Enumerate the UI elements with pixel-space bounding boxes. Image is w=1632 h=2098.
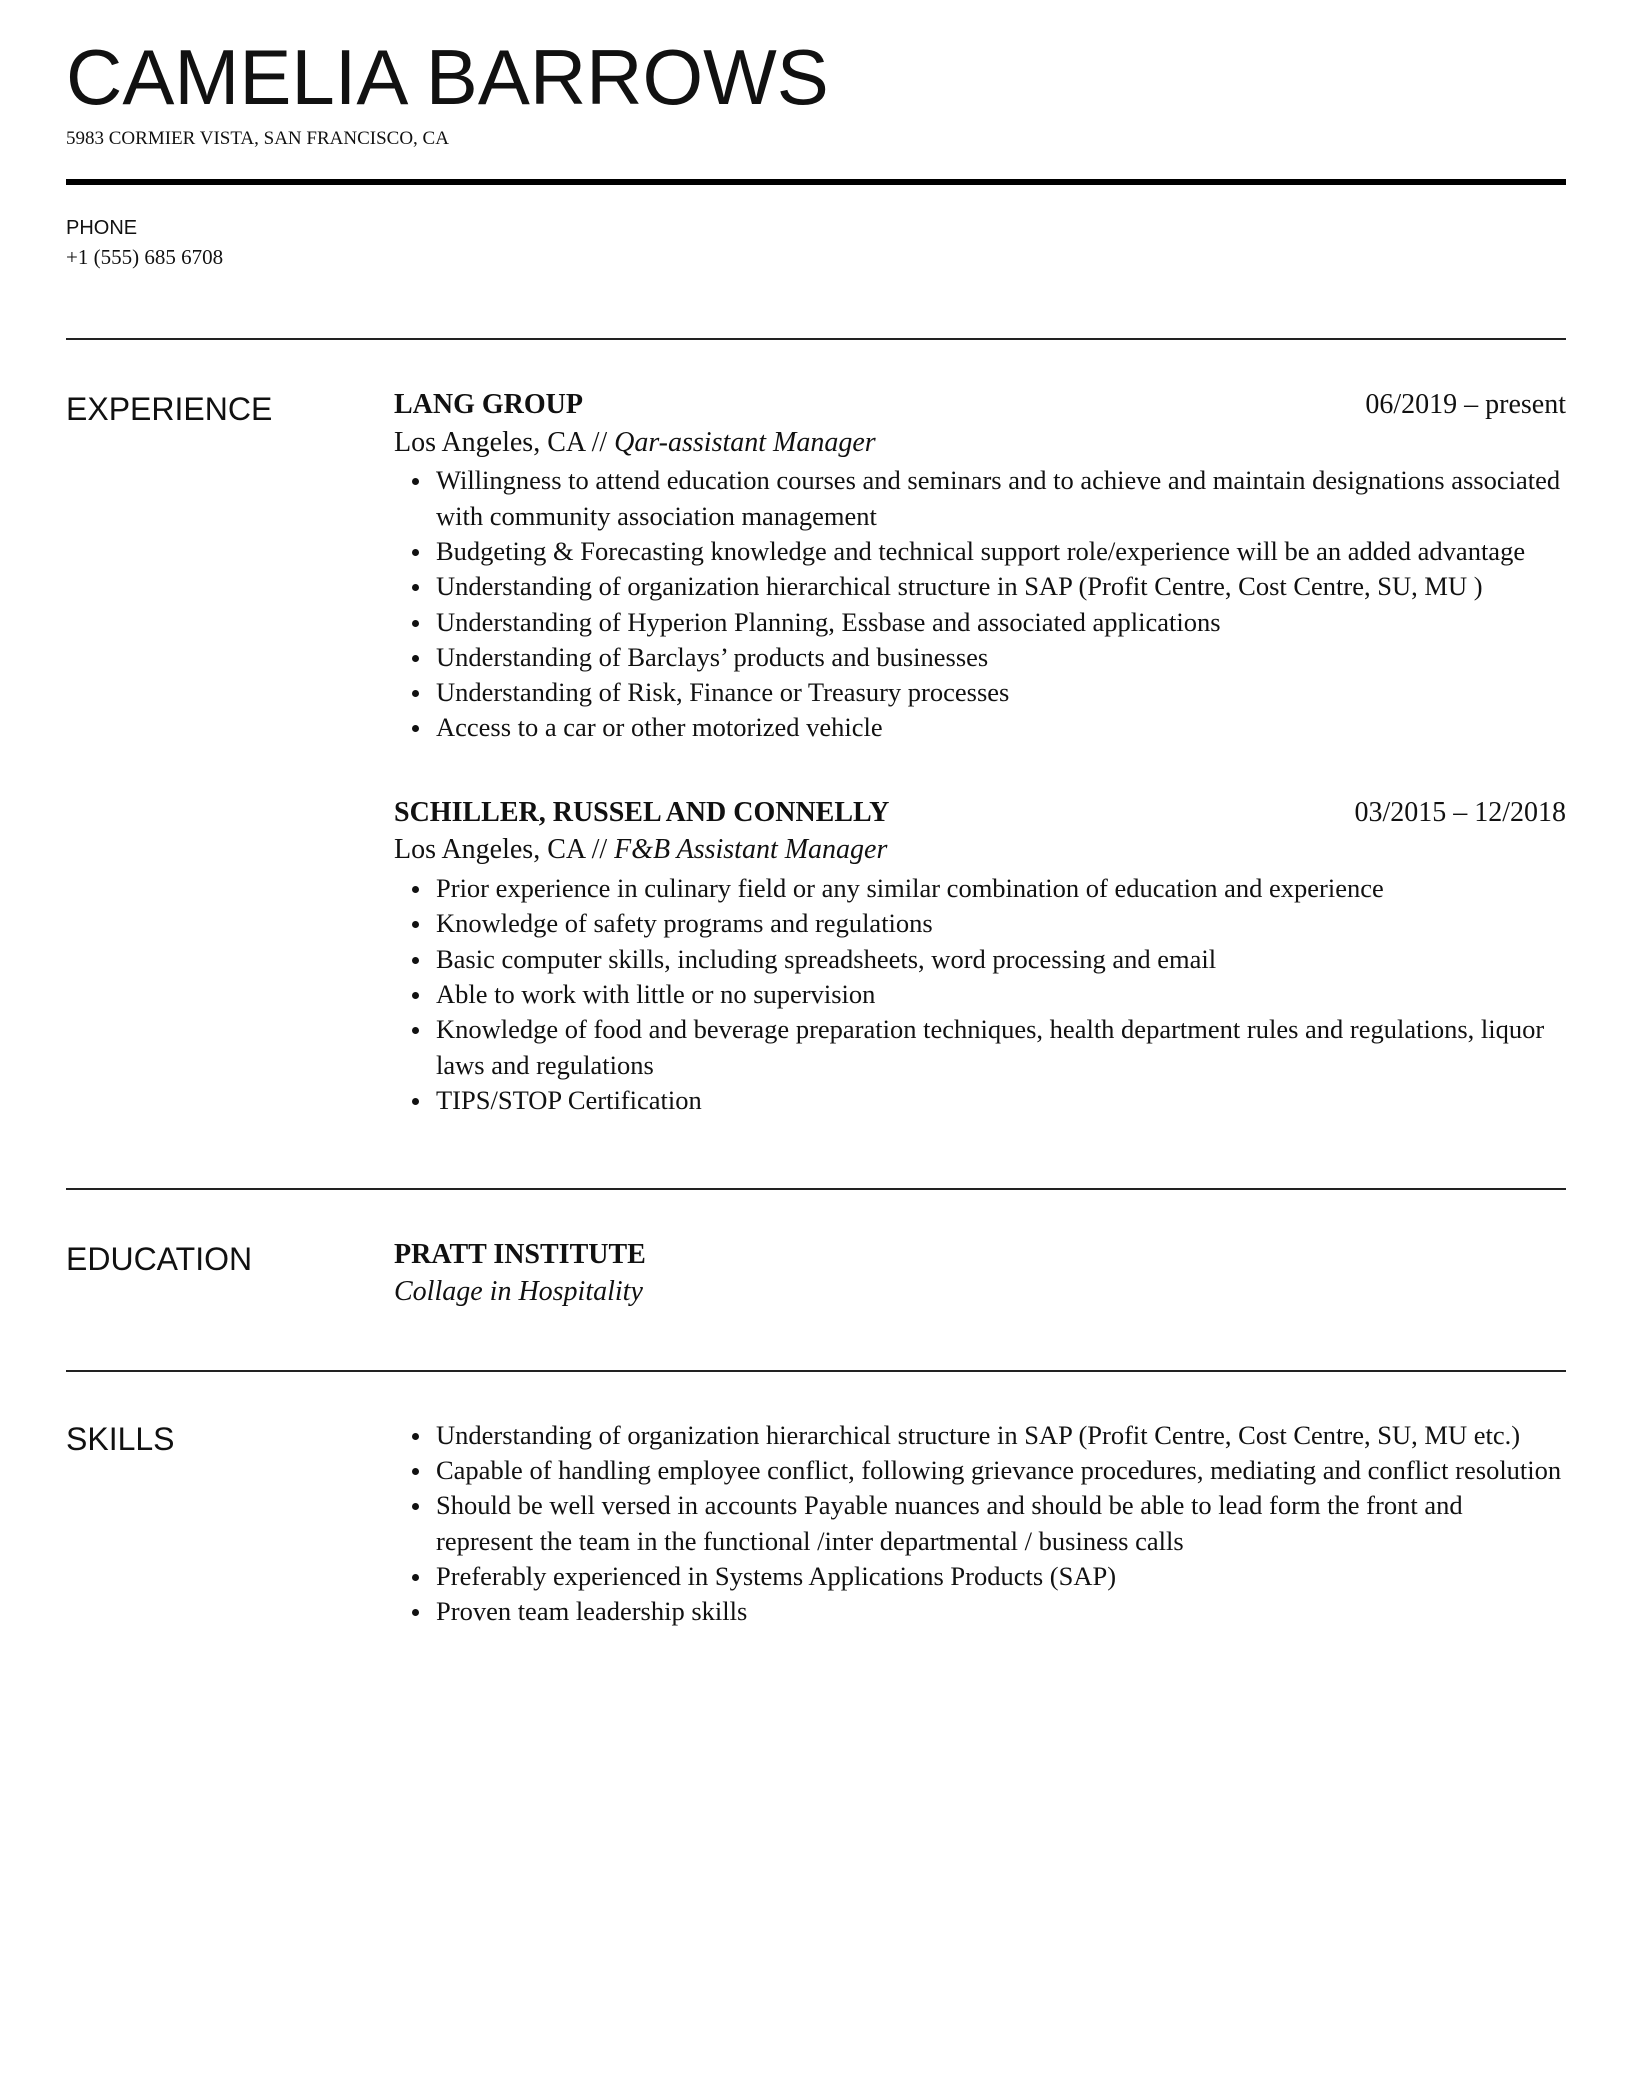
education-body	[394, 1238, 1566, 1310]
job-header	[394, 388, 1566, 422]
candidate-address: 5983 CORMIER VISTA, SAN FRANCISCO, CA	[66, 128, 449, 149]
job-bullet: Knowledge of safety programs and regulations	[436, 906, 1566, 941]
job-bullet: Willingness to attend education courses and seminars and to achieve and maintain designations associated with community association management	[436, 463, 1566, 534]
job-bullet: Knowledge of food and beverage preparation techniques, health department rules and regulations, liquor laws and regulations	[436, 1012, 1566, 1083]
job-bullet: Budgeting & Forecasting knowledge and technical support role/experience will be an added advantage	[436, 534, 1566, 569]
job-bullet: Understanding of Barclays’ products and businesses	[436, 640, 1566, 675]
phone-value: +1 (555) 685 6708	[66, 244, 224, 269]
job-bullet: Understanding of Risk, Finance or Treasury processes	[436, 675, 1566, 710]
education-degree: Collage in Hospitality	[394, 1275, 643, 1307]
job-subtitle	[394, 831, 1566, 869]
candidate-name: CAMELIA BARROWS	[66, 33, 829, 121]
job-separator: //	[584, 834, 615, 866]
section-title-skills: SKILLS	[66, 1420, 175, 1457]
header-divider	[66, 179, 1566, 185]
education-section	[66, 1238, 1566, 1310]
job-entry	[394, 388, 1566, 746]
job-location: Los Angeles, CA	[394, 426, 585, 458]
skill-item: Capable of handling employee conflict, following grievance procedures, mediating and conflict resolution	[436, 1453, 1566, 1488]
skills-section	[66, 1418, 1566, 1630]
job-dates: 06/2019 – present	[1365, 388, 1566, 420]
job-bullets	[394, 463, 1566, 745]
section-title-education: EDUCATION	[66, 1241, 253, 1278]
contact-block	[66, 216, 1566, 270]
job-company: SCHILLER, RUSSEL AND CONNELLY	[394, 796, 890, 828]
skill-item: Proven team leadership skills	[436, 1594, 1566, 1629]
phone-label: PHONE	[66, 216, 138, 239]
job-separator: //	[584, 426, 615, 458]
job-header	[394, 796, 1566, 830]
job-bullet: Able to work with little or no supervision	[436, 977, 1566, 1012]
job-subtitle	[394, 424, 1566, 462]
job-entry	[394, 796, 1566, 1118]
experience-body	[394, 388, 1566, 1118]
job-role: F&B Assistant Manager	[614, 834, 888, 866]
section-divider	[66, 1188, 1566, 1190]
section-divider	[66, 338, 1566, 340]
job-bullet: Basic computer skills, including spreadsheets, word processing and email	[436, 942, 1566, 977]
job-bullet: Prior experience in culinary field or any similar combination of education and experience	[436, 871, 1566, 906]
job-dates: 03/2015 – 12/2018	[1354, 796, 1566, 828]
skill-item: Preferably experienced in Systems Applications Products (SAP)	[436, 1559, 1566, 1594]
skill-item: Should be well versed in accounts Payable nuances and should be able to lead form the front and represent the team in the functional /inter departmental / business calls	[436, 1488, 1566, 1559]
experience-section	[66, 388, 1566, 1118]
job-location: Los Angeles, CA	[394, 834, 585, 866]
education-school: PRATT INSTITUTE	[394, 1239, 646, 1271]
job-bullet: TIPS/STOP Certification	[436, 1083, 1566, 1118]
skills-body	[394, 1418, 1566, 1630]
job-role: Qar-assistant Manager	[614, 426, 876, 458]
section-divider	[66, 1370, 1566, 1372]
section-title-experience: EXPERIENCE	[66, 390, 273, 427]
skill-item: Understanding of organization hierarchical structure in SAP (Profit Centre, Cost Centre, SU, MU etc.)	[436, 1418, 1566, 1453]
skills-list	[394, 1418, 1566, 1630]
job-bullet: Access to a car or other motorized vehicle	[436, 710, 1566, 745]
job-company: LANG GROUP	[394, 388, 583, 420]
job-bullet: Understanding of organization hierarchical structure in SAP (Profit Centre, Cost Centre, SU, MU )	[436, 569, 1566, 604]
job-bullets	[394, 871, 1566, 1118]
job-bullet: Understanding of Hyperion Planning, Essbase and associated applications	[436, 605, 1566, 640]
